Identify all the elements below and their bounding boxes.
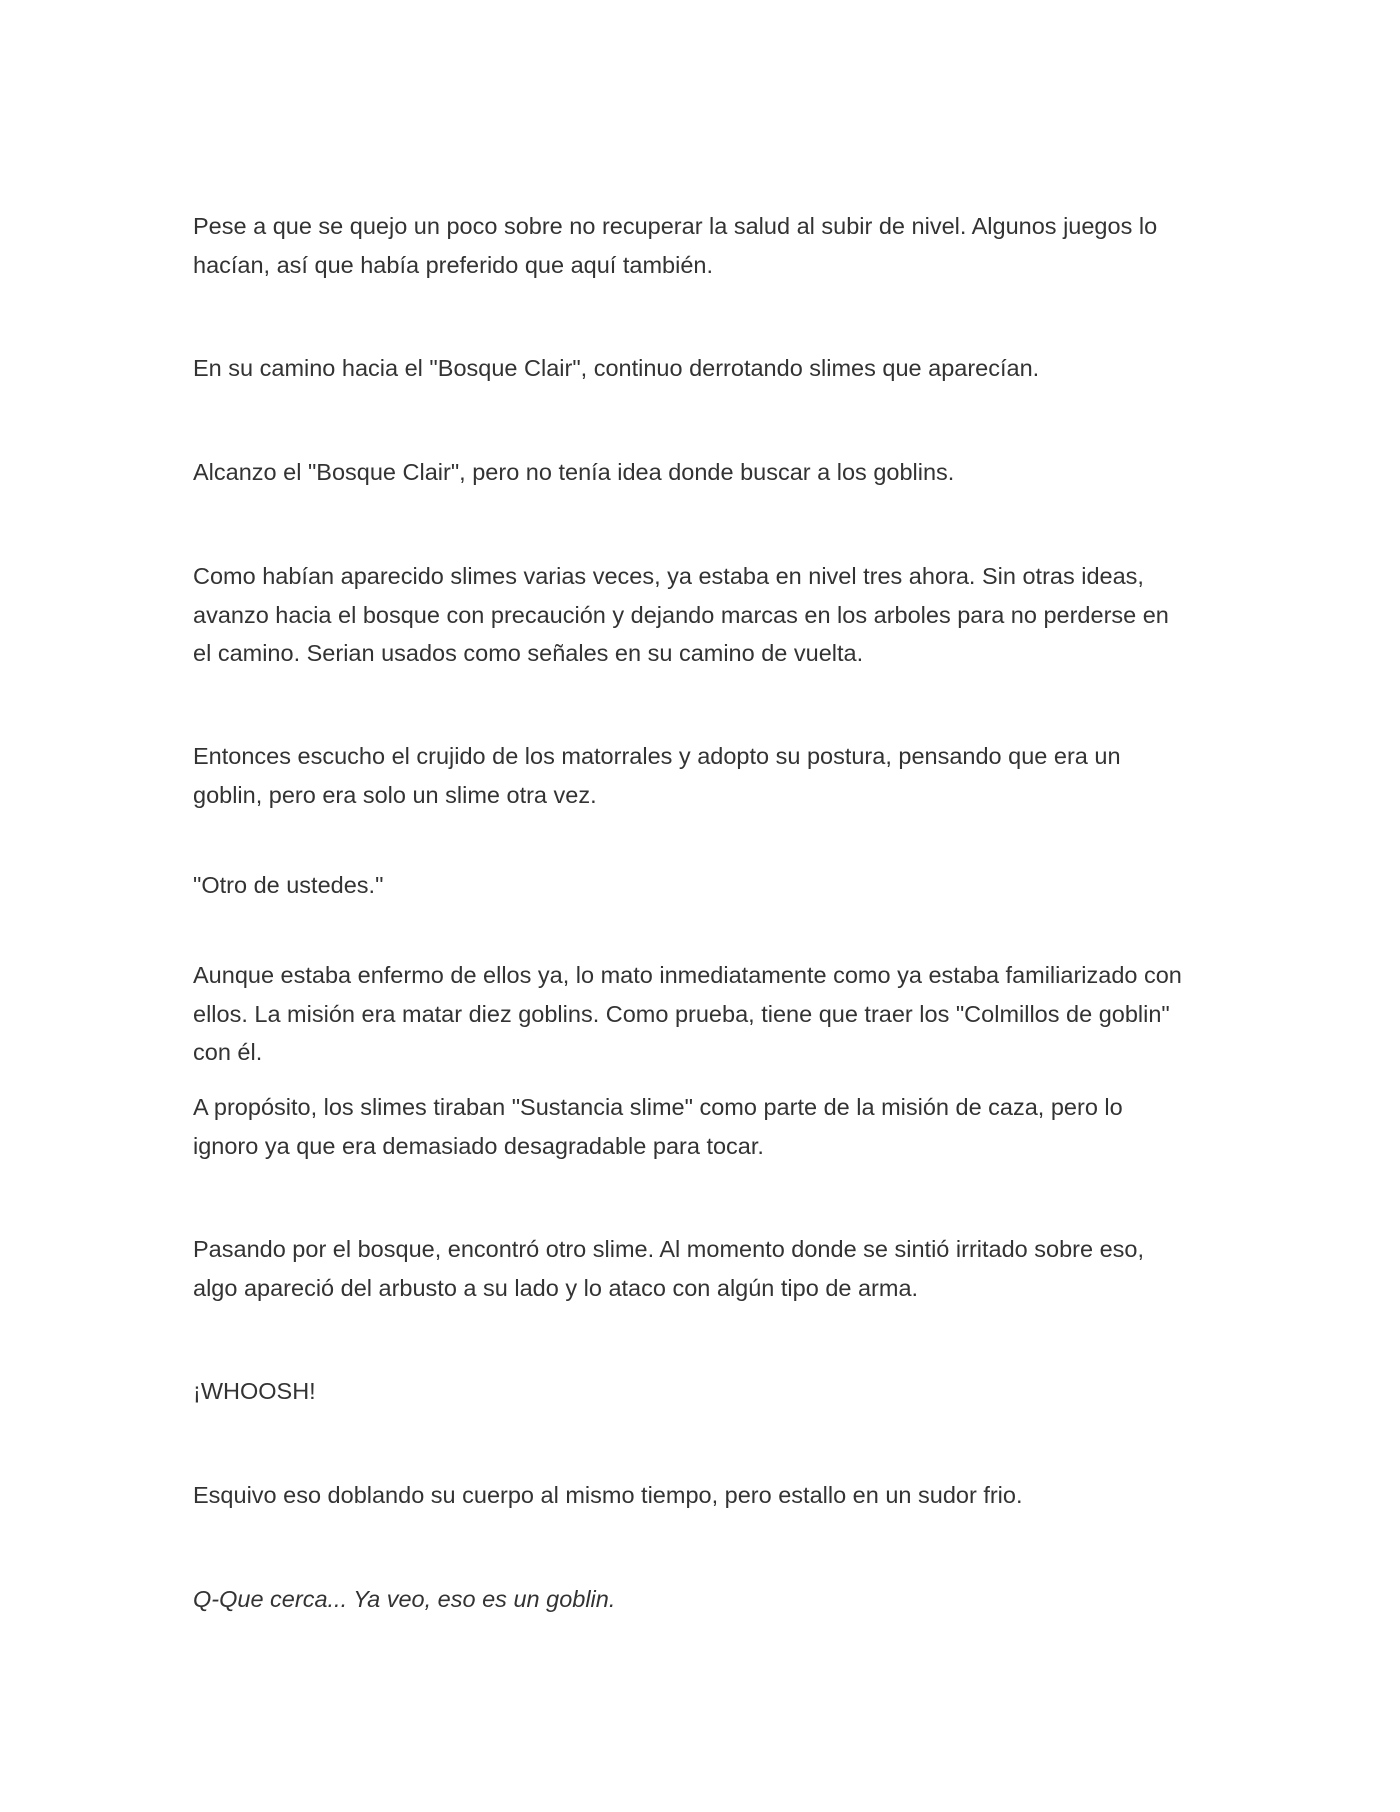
paragraph-7 [193, 956, 1213, 1072]
paragraph-line: Aunque estaba enfermo de ellos ya, lo mato inmediatamente como ya estaba familiarizado con [193, 962, 1182, 988]
paragraph-line: con él. [193, 1039, 263, 1065]
paragraph-1 [193, 207, 1213, 284]
paragraph-line: ¡WHOOSH! [193, 1378, 316, 1404]
paragraph-line: ignoro ya que era demasiado desagradable para tocar. [193, 1132, 764, 1159]
paragraph-line: hacían, así que había preferido que aquí también. [193, 251, 713, 278]
paragraph-line: A propósito, los slimes tiraban "Sustancia slime" como parte de la misión de caza, pero lo [193, 1094, 1123, 1120]
paragraph-line: "Otro de ustedes." [193, 872, 384, 898]
paragraph-12-italic [193, 1580, 1213, 1619]
paragraph-line: Alcanzo el "Bosque Clair", pero no tenía idea donde buscar a los goblins. [193, 459, 955, 485]
paragraph-6 [193, 866, 1213, 905]
paragraph-line: ellos. La misión era matar diez goblins. Como prueba, tiene que traer los "Colmillos de goblin" [193, 1000, 1170, 1027]
paragraph-line: Como habían aparecido slimes varias veces, ya estaba en nivel tres ahora. Sin otras ideas, [193, 563, 1144, 589]
paragraph-11 [193, 1476, 1213, 1515]
paragraph-line: Q-Que cerca... Ya veo, eso es un goblin. [193, 1586, 616, 1612]
paragraph-9 [193, 1230, 1213, 1307]
paragraph-10 [193, 1372, 1213, 1411]
paragraph-3 [193, 453, 1213, 492]
paragraph-line: Pese a que se quejo un poco sobre no recuperar la salud al subir de nivel. Algunos juegos lo [193, 213, 1158, 239]
paragraph-8 [193, 1088, 1213, 1165]
paragraph-2 [193, 349, 1213, 388]
paragraph-line: Entonces escucho el crujido de los matorrales y adopto su postura, pensando que era un [193, 743, 1121, 769]
paragraph-line: En su camino hacia el "Bosque Clair", continuo derrotando slimes que aparecían. [193, 355, 1040, 381]
paragraph-line: el camino. Serian usados como señales en su camino de vuelta. [193, 640, 864, 666]
paragraph-line: algo apareció del arbusto a su lado y lo ataco con algún tipo de arma. [193, 1274, 919, 1301]
paragraph-4 [193, 557, 1213, 673]
paragraph-5 [193, 737, 1213, 814]
paragraph-line: goblin, pero era solo un slime otra vez. [193, 781, 597, 808]
paragraph-line: Esquivo eso doblando su cuerpo al mismo tiempo, pero estallo en un sudor frio. [193, 1482, 1023, 1508]
paragraph-line: avanzo hacia el bosque con precaución y dejando marcas en los arboles para no perderse en [193, 601, 1169, 628]
paragraph-line: Pasando por el bosque, encontró otro slime. Al momento donde se sintió irritado sobre eso, [193, 1236, 1144, 1262]
